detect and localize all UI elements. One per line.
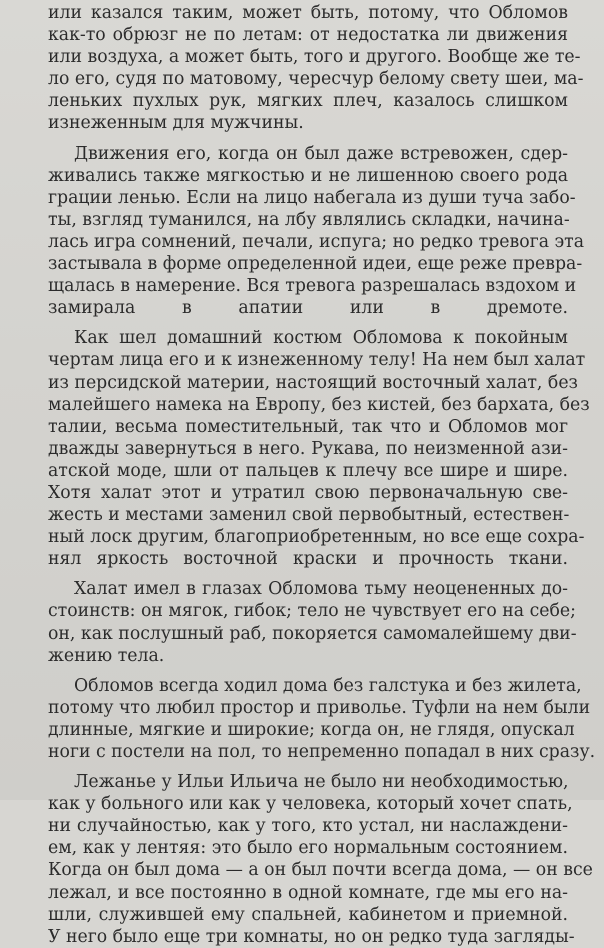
text-line: как у больного или как у человека, который хочет спать, <box>48 794 573 815</box>
text-line: лась игра сомнений, печали, испуга; но редко тревога эта <box>48 231 585 252</box>
text-line: талии, весьма поместительный, так что и Обломов мог <box>48 416 568 437</box>
text-line: чертам лица его и к изнеженному телу! На нем был халат <box>48 350 586 371</box>
text-line: дважды завернуться в него. Рукава, по неизменной ази- <box>48 438 568 459</box>
text-line: Как шел домашний костюм Обломова к покойным <box>74 328 568 349</box>
text-line: грации ленью. Если на лицо набегала из души туча забо- <box>48 187 576 208</box>
page-text <box>48 2 596 948</box>
text-line: щалась в намерение. Вся тревога разрешалась вздохом и <box>48 276 577 297</box>
text-line: из персидской материи, настоящий восточный халат, без <box>48 372 578 393</box>
text-line: застывала в форме определенной идеи, еще реже превра- <box>48 254 583 275</box>
text-line: замирала в апатии или в дремоте. <box>48 298 568 319</box>
text-line: длинные, мягкие и широкие; когда он, не глядя, опускал <box>48 719 575 740</box>
paragraph-4 <box>48 578 577 666</box>
paragraph-gap <box>48 667 568 675</box>
text-line: Обломов всегда ходил дома без галстука и без жилета, <box>74 675 582 696</box>
text-line: живались также мягкостью и не лишенною своего рода <box>48 165 568 186</box>
text-line: изнеженным для мужчины. <box>48 113 304 134</box>
text-line: малейшего намека на Европу, без кистей, без бархата, без <box>48 394 590 415</box>
text-line: стоинств: он мягок, гибок; тело не чувствует его на себе; <box>48 601 576 622</box>
paragraph-2 <box>48 143 585 320</box>
text-line: потому что любил простор и приволье. Туфли на нем были <box>48 697 591 718</box>
text-line: Хотя халат этот и утратил свою первоначальную све- <box>48 482 568 503</box>
text-line: нял яркость восточной краски и прочность ткани. <box>48 549 568 570</box>
text-line: атской моде, шли от пальцев к плечу все шире и шире. <box>48 460 568 481</box>
text-line: лежал, и все постоянно в одной комнате, где мы его на- <box>48 882 568 903</box>
paragraph-1 <box>48 2 584 135</box>
paragraph-6 <box>48 771 593 948</box>
text-line: ни случайностью, как у того, кто устал, ни наслаждени- <box>48 816 568 837</box>
paragraph-gap <box>48 763 568 771</box>
text-line: или воздуха, а может быть, того и другого. Вообще же те- <box>48 47 581 68</box>
paragraph-gap <box>48 135 568 143</box>
text-line: У него было еще три комнаты, но он редко туда загляды- <box>48 926 575 947</box>
text-line: Лежанье у Ильи Ильича не было ни необходимостью, <box>74 772 569 793</box>
text-line: жесть и местами заменил свой первобытный, естествен- <box>48 505 570 526</box>
text-line: жению тела. <box>48 645 165 666</box>
text-line: ло его, судя по матовому, чересчур белому свету шеи, ма- <box>48 69 584 90</box>
paragraph-5 <box>48 675 596 763</box>
text-line: как-то обрюзг не по летам: от недостатка ли движения <box>48 25 568 46</box>
text-line: леньких пухлых рук, мягких плеч, казалось слишком <box>48 91 568 112</box>
text-line: Когда он был дома — а он был почти всегда дома, — он все <box>48 860 593 881</box>
text-line: или казался таким, может быть, потому, что Обломов <box>48 3 568 23</box>
text-line: ем, как у лентяя: это было его нормальным состоянием. <box>48 838 568 859</box>
text-line: ный лоск другим, благоприобретенным, но все еще сохра- <box>48 527 585 548</box>
text-line: Движения его, когда он был даже встревожен, сдер- <box>74 143 568 164</box>
paragraph-gap <box>48 319 568 327</box>
text-line: Халат имел в глазах Обломова тьму неоцененных до- <box>74 579 568 600</box>
paragraph-3 <box>48 327 590 570</box>
text-line: ноги с постели на пол, то непременно попадал в них сразу. <box>48 742 596 762</box>
paragraph-gap <box>48 570 568 578</box>
text-line: шли, служившей ему спальней, кабинетом и приемной. <box>48 904 568 925</box>
text-line: ты, взгляд туманился, на лбу являлись складки, начина- <box>48 209 570 230</box>
text-line: он, как послушный раб, покоряется самомалейшему дви- <box>48 623 577 644</box>
